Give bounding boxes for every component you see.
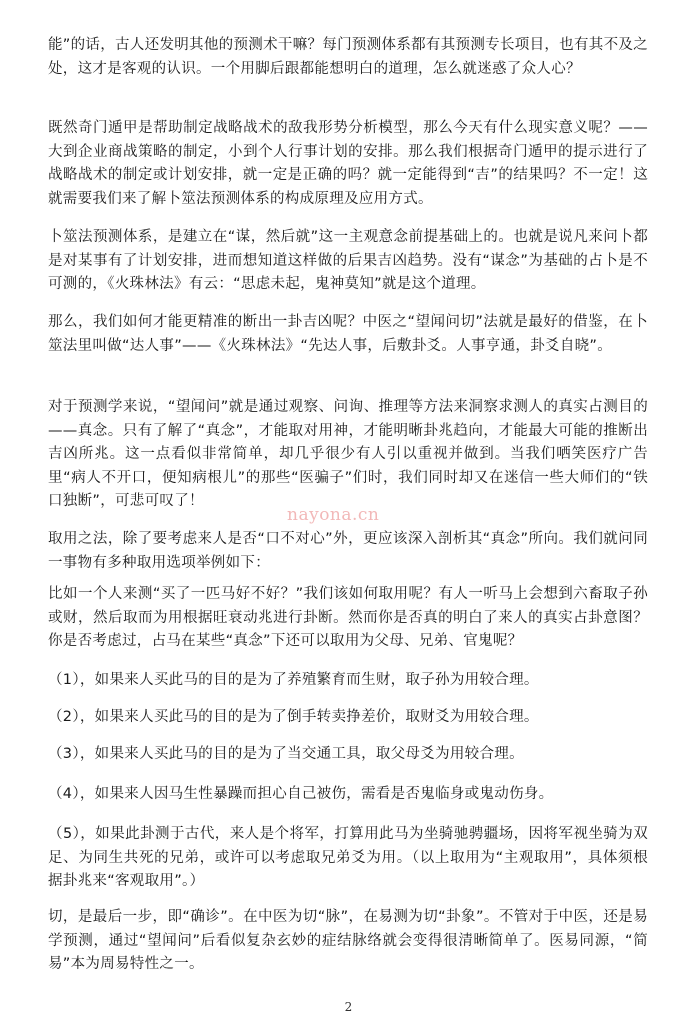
paragraph-1: 能”的话，古人还发明其他的预测术干嘛？每门预测体系都有其预测专长项目，也有其不及之处，这才是客观的认识。一个用脚后跟都能想明白的道理，怎么就迷惑了众人心？ xyxy=(48,37,648,77)
list-item-2: （2），如果来人买此马的目的是为了倒手转卖挣差价，取财爻为用较合理。 xyxy=(48,709,539,725)
list-item-5: （5），如果此卦测于古代，来人是个将军，打算用此马为坐骑驰骋疆场，因将军视坐骑为双足、为同生共死的兄弟，或许可以考虑取兄弟爻为用。（以上取用为“主观取用”，具体须根据卦兆来“客观取用”。） xyxy=(48,826,648,889)
paragraph-6: 取用之法，除了要考虑来人是否“口不对心”外，更应该深入剖析其“真念”所向。我们就问同一事物有多种取用选项举例如下： xyxy=(48,531,648,571)
paragraph-2: 既然奇门遁甲是帮助制定战略战术的敌我形势分析模型，那么今天有什么现实意义呢？——大到企业商战策略的制定，小到个人行事计划的安排。那么我们根据奇门遁甲的提示进行了战略战术的制定或计划安排，就一定是正确的吗？就一定能得到“吉”的结果吗？不一定！这就需要我们来了解卜筮法预测体系的构成原理及应用方式。 xyxy=(48,120,648,207)
paragraph-4: 那么，我们如何才能更精准的断出一卦吉凶呢？中医之“望闻问切”法就是最好的借鉴，在卜筮法里叫做“达人事”——《火珠林法》“先达人事，后敷卦爻。人事亨通，卦爻自晓”。 xyxy=(48,314,648,354)
paragraph-5: 对于预测学来说，“望闻问”就是通过观察、问询、推理等方法来洞察求测人的真实占测目的——真念。只有了解了“真念”，才能取对用神，才能明晰卦兆趋向，才能最大可能的推断出吉凶所兆。这一点看似非常简单，却几乎很少有人引以重视并做到。当我们哂笑医疗广告里“病人不开口，便知病根儿”的那些“医骗子”们时，我们同时却又在迷信一些大师们的“铁口独断”，可悲可叹了！ xyxy=(48,399,648,509)
list-item-3: （3），如果来人买此马的目的是为了当交通工具，取父母爻为用较合理。 xyxy=(48,746,524,762)
watermark: nayona.cn xyxy=(287,505,380,525)
list-item-1: （1），如果来人买此马的目的是为了养殖繁育而生财，取子孙为用较合理。 xyxy=(48,672,539,688)
paragraph-3: 卜筮法预测体系，是建立在“谋，然后就”这一主观意念前提基础上的。也就是说凡来问卜都是对某事有了计划安排，进而想知道这样做的后果吉凶趋势。没有“谋念”为基础的占卜是不可测的，《火珠林法》有云：“思虑未起，鬼神莫知”就是这个道理。 xyxy=(48,229,648,292)
paragraph-8: 切，是最后一步，即“确诊”。在中医为切“脉”，在易测为切“卦象”。不管对于中医，还是易学预测，通过“望闻问”后看似复杂玄妙的症结脉络就会变得很清晰简单了。医易同源，“简易”本为周易特性之一。 xyxy=(48,909,648,972)
page-number: 2 xyxy=(344,1000,353,1014)
paragraph-7: 比如一个人来测“买了一匹马好不好？”我们该如何取用呢？有人一听马上会想到六畜取子孙或财，然后取而为用根据旺衰动兆进行卦断。然而你是否真的明白了来人的真实占卦意图？你是否考虑过，占马在某些“真念”下还可以取用为父母、兄弟、官鬼呢？ xyxy=(48,586,648,649)
list-item-4: （4），如果来人因马生性暴躁而担心自己被伤，需看是否鬼临身或鬼动伤身。 xyxy=(48,786,554,802)
